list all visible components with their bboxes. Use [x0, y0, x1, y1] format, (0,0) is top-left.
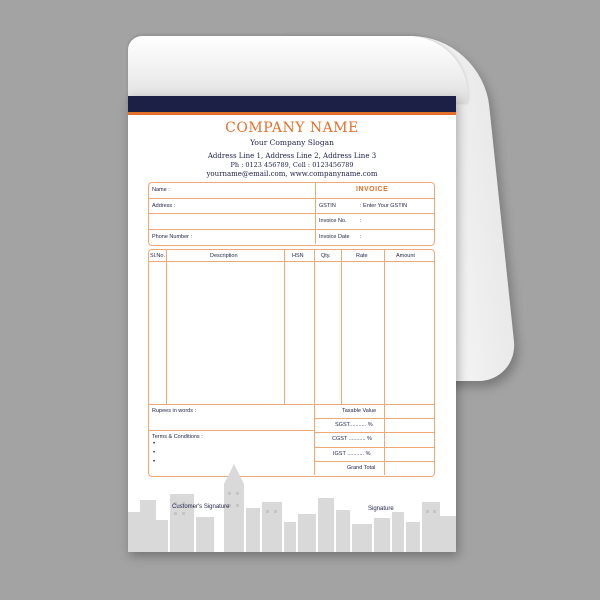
address-label: Address : [152, 203, 176, 209]
items-table-header-line [148, 261, 434, 262]
company-slogan: Your Company Slogan [250, 138, 334, 147]
gstin-label: GSTIN [319, 203, 336, 209]
taxable-value-label: Taxable Value [342, 408, 377, 414]
terms-bullet: • [153, 441, 156, 447]
customer-info-row-line [148, 213, 315, 214]
name-label: Name : [152, 187, 170, 193]
notepad-curled-sheet [128, 36, 468, 104]
company-name: COMPANY NAME [225, 120, 359, 136]
cgst-label: CGST ........... % [332, 436, 372, 442]
header-band [128, 96, 456, 115]
totals-row-line [314, 432, 434, 433]
col-divider [166, 249, 167, 404]
col-divider [314, 249, 315, 475]
sgst-label: SGST........... % [335, 422, 373, 428]
company-phone: Ph : 0123 456789, Cell : 0123456789 [230, 161, 354, 169]
footer-split-line [148, 430, 314, 431]
col-header-qty: Qty. [321, 253, 331, 259]
col-header-description: Description [210, 253, 238, 259]
invoice-date-separator: : [360, 234, 362, 240]
igst-label: IGST ........... % [333, 451, 371, 457]
col-header-slno: Sl.No. [150, 253, 165, 259]
customer-info-row-line [148, 198, 434, 199]
terms-bullet: • [153, 459, 156, 465]
col-divider [384, 249, 385, 475]
phone-number-label: Phone Number : [152, 234, 193, 240]
signature-label: Signature [368, 506, 394, 512]
rupees-in-words-label: Rupees in words : [152, 408, 197, 414]
col-header-rate: Rate [356, 253, 368, 259]
col-divider [284, 249, 285, 404]
col-divider [341, 249, 342, 404]
invoice-no-separator: : [360, 218, 362, 224]
invoice-page [128, 96, 456, 552]
customer-signature-label: Customer's Signature [172, 504, 230, 510]
invoice-no-label: Invoice No. [319, 218, 347, 224]
gstin-value: : Enter Your GSTIN [360, 203, 408, 209]
totals-row-line [314, 447, 434, 448]
terms-conditions-label: Terms & Conditions : [152, 434, 203, 440]
totals-row-line [314, 418, 434, 419]
col-header-amount: Amount [396, 253, 415, 259]
col-header-hsn: HSN [292, 253, 304, 259]
items-table-body-end [148, 404, 434, 405]
invoice-date-label: Invoice Date [319, 234, 350, 240]
company-address: Address Line 1, Address Line 2, Address Line 3 [207, 152, 377, 160]
grand-total-label: Grand Total [347, 465, 376, 471]
customer-info-row-line [148, 229, 434, 230]
invoice-title: INVOICE [356, 186, 389, 193]
terms-bullet: • [153, 450, 156, 456]
customer-info-row-line [315, 213, 434, 214]
company-email: yourname@email.com, www.companyname.com [206, 170, 378, 178]
items-table [148, 249, 435, 477]
